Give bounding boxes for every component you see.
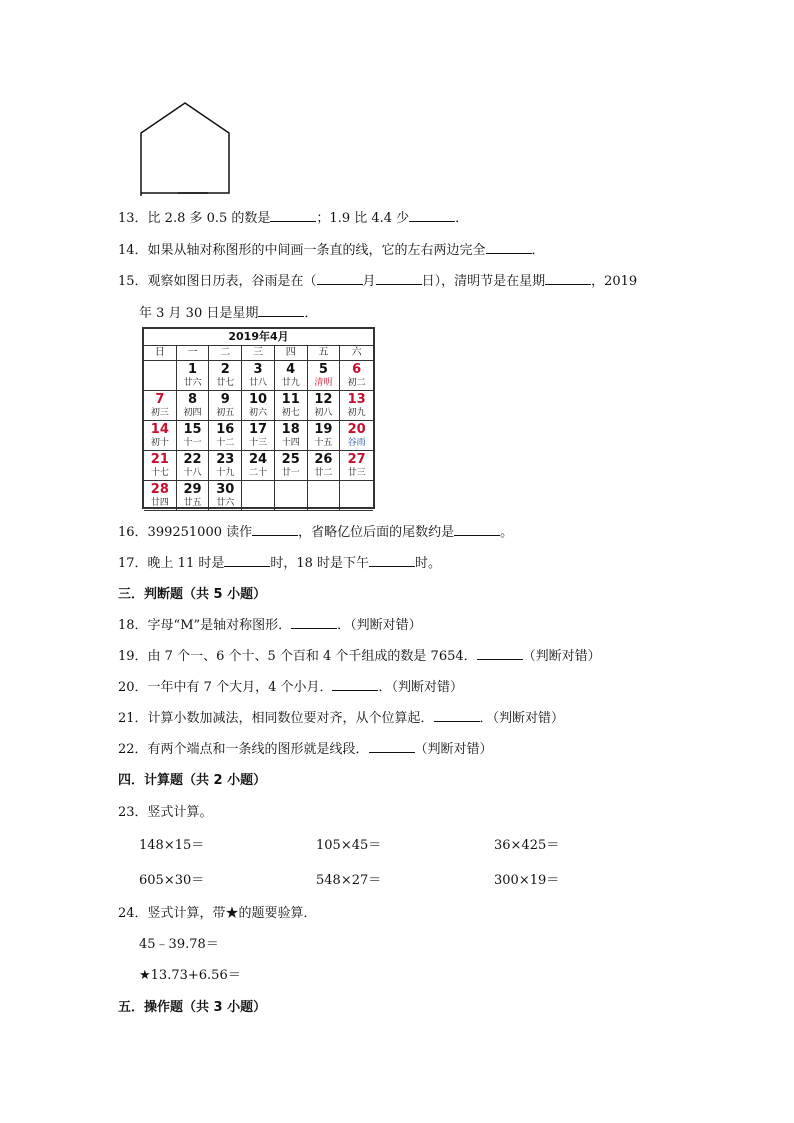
question-13: 13．比 2.8 多 0.5 的数是 ；1.9 比 4.4 少 ． <box>118 211 469 226</box>
calendar-day-number: 8 <box>188 392 198 407</box>
question-16: 16．399251000 读作 ，省略亿位后面的尾数约是 。 <box>118 525 514 540</box>
answer-blank[interactable] <box>291 616 337 629</box>
calendar-day-cell <box>209 481 242 511</box>
question-23-title: 23．竖式计算。 <box>118 805 213 820</box>
calc-item: 148×15＝ <box>139 838 205 853</box>
question-18: 18．字母“M”是轴对称图形． ．（判断对错） <box>118 618 422 633</box>
calendar-day-number: 23 <box>216 452 235 467</box>
calendar-weekday: 二 <box>209 346 242 361</box>
calendar-lunar-date: 十二 <box>216 438 235 448</box>
calendar-day-number: 25 <box>281 452 300 467</box>
calendar-day-cell <box>144 391 177 421</box>
calendar-day-cell <box>275 421 308 451</box>
calc-item: 605×30＝ <box>139 873 205 888</box>
calendar-day-cell <box>144 421 177 451</box>
calendar-lunar-date: 初八 <box>314 408 333 418</box>
calendar-weekday: 五 <box>308 346 341 361</box>
calendar-lunar-date: 初三 <box>150 408 169 418</box>
calendar-day-number: 16 <box>216 422 235 437</box>
answer-blank[interactable] <box>434 709 480 722</box>
calendar-lunar-date: 十五 <box>314 438 333 448</box>
calendar-lunar-date: 廿四 <box>150 498 169 508</box>
calendar-day-number: 21 <box>150 452 169 467</box>
calendar-day-cell <box>308 391 341 421</box>
calendar-day-number: 26 <box>314 452 333 467</box>
calendar-day-cell <box>340 451 373 481</box>
calendar-day-cell <box>340 481 373 511</box>
calendar-lunar-date: 廿五 <box>183 498 202 508</box>
calendar-day-number: 30 <box>216 482 235 497</box>
calendar-day-number: 7 <box>155 392 165 407</box>
calc-item: 45﹣39.78＝ <box>139 937 219 952</box>
calendar-april-2019 <box>142 327 375 509</box>
calendar-day-cell <box>242 481 275 511</box>
question-20: 20．一年中有 7 个大月，4 个小月． ．（判断对错） <box>118 680 463 695</box>
calendar-lunar-date: 廿三 <box>347 468 366 478</box>
calendar-day-cell <box>308 481 341 511</box>
calendar-day-cell <box>177 421 210 451</box>
calendar-day-cell <box>144 481 177 511</box>
calendar-lunar-date: 初六 <box>248 408 267 418</box>
calendar-lunar-date: 初二 <box>347 378 366 388</box>
house-figure <box>138 100 233 198</box>
calendar-day-cell <box>177 361 210 391</box>
calendar-day-number: 15 <box>183 422 202 437</box>
calendar-day-cell <box>275 451 308 481</box>
calendar-day-cell <box>340 391 373 421</box>
calendar-lunar-date: 谷雨 <box>347 438 366 448</box>
calendar-lunar-date: 清明 <box>314 378 333 388</box>
calendar-day-cell <box>308 451 341 481</box>
calendar-day-cell <box>209 361 242 391</box>
question-19: 19．由 7 个一、6 个十、5 个百和 4 个千组成的数是 7654． （判断对错） <box>118 649 601 664</box>
calendar-day-number: 27 <box>347 452 366 467</box>
calendar-day-cell <box>144 361 177 391</box>
calc-item: 36×425＝ <box>494 838 560 853</box>
calendar-lunar-date: 十八 <box>183 468 202 478</box>
calendar-day-cell <box>275 481 308 511</box>
calendar-lunar-date: 二十 <box>248 468 267 478</box>
calendar-day-cell <box>275 361 308 391</box>
calendar-day-cell <box>242 361 275 391</box>
calendar-lunar-date: 初四 <box>183 408 202 418</box>
calendar-day-number: 20 <box>347 422 366 437</box>
calc-item: ★13.73+6.56＝ <box>139 968 241 983</box>
calendar-day-number: 5 <box>318 362 328 377</box>
calendar-day-cell <box>177 481 210 511</box>
calendar-day-number: 17 <box>248 422 268 437</box>
answer-blank[interactable] <box>258 304 304 317</box>
calendar-day-number: 4 <box>286 362 296 377</box>
calendar-day-number: 22 <box>183 452 202 467</box>
calendar-lunar-date: 廿一 <box>281 468 300 478</box>
calendar-lunar-date: 廿七 <box>216 378 235 388</box>
section-heading-operation: 五．操作题（共 3 小题） <box>118 1000 267 1015</box>
answer-blank[interactable] <box>270 209 316 222</box>
calendar-lunar-date: 十一 <box>183 438 202 448</box>
question-14: 14．如果从轴对称图形的中间画一条直的线，它的左右两边完全 ． <box>118 243 545 258</box>
calendar-day-cell <box>209 451 242 481</box>
calendar-weekday: 六 <box>340 346 373 361</box>
calendar-day-number: 10 <box>248 392 268 407</box>
calendar-lunar-date: 初七 <box>281 408 300 418</box>
answer-blank[interactable] <box>369 554 415 567</box>
question-21: 21．计算小数加减法，相同数位要对齐，从个位算起． ．（判断对错） <box>118 711 565 726</box>
calendar-day-cell <box>275 391 308 421</box>
calendar-lunar-date: 十七 <box>150 468 169 478</box>
answer-blank[interactable] <box>454 523 500 536</box>
answer-blank[interactable] <box>252 523 298 536</box>
calendar-title: 2019年4月 <box>144 329 373 346</box>
question-24-title: 24．竖式计算，带★的题要验算． <box>118 906 317 921</box>
calendar-day-number: 12 <box>314 392 333 407</box>
calendar-day-number: 1 <box>188 362 198 377</box>
calendar-day-number: 6 <box>352 362 362 377</box>
question-15: 15．观察如图日历表，谷雨是在（ 月 日），清明节是在星期 ，2019 <box>118 274 638 289</box>
calendar-lunar-date: 廿八 <box>248 378 267 388</box>
calendar-day-number: 29 <box>183 482 202 497</box>
calendar-lunar-date: 廿六 <box>216 498 235 508</box>
calendar-day-number: 3 <box>253 362 263 377</box>
calendar-day-number: 14 <box>150 422 169 437</box>
calendar-day-cell <box>340 361 373 391</box>
answer-blank[interactable] <box>224 554 270 567</box>
calendar-day-cell <box>177 391 210 421</box>
calendar-day-cell <box>177 451 210 481</box>
calc-item: 105×45＝ <box>316 838 382 853</box>
calendar-day-number: 13 <box>347 392 366 407</box>
calendar-day-number: 11 <box>281 392 300 407</box>
calendar-lunar-date: 廿六 <box>183 378 202 388</box>
calendar-day-cell <box>242 421 275 451</box>
calendar-day-number: 2 <box>220 362 230 377</box>
calendar-weekday: 一 <box>177 346 210 361</box>
calendar-day-cell <box>209 391 242 421</box>
calendar-lunar-date: 十九 <box>216 468 235 478</box>
calendar-day-cell <box>242 391 275 421</box>
calendar-weekday: 四 <box>275 346 308 361</box>
calendar-weekday-row <box>144 346 373 361</box>
calendar-days <box>144 361 373 511</box>
calendar-lunar-date: 廿九 <box>281 378 300 388</box>
calendar-day-number: 24 <box>248 452 268 467</box>
calendar-day-cell <box>209 421 242 451</box>
answer-blank[interactable] <box>376 272 422 285</box>
question-22: 22．有两个端点和一条线的图形就是线段． （判断对错） <box>118 742 493 757</box>
answer-blank[interactable] <box>545 272 591 285</box>
answer-blank[interactable] <box>317 272 363 285</box>
calendar-day-cell <box>242 451 275 481</box>
calendar-day-cell <box>308 361 341 391</box>
answer-blank[interactable] <box>369 740 415 753</box>
section-heading-judgement: 三．判断题（共 5 小题） <box>118 587 267 602</box>
calendar-lunar-date: 初五 <box>216 408 235 418</box>
calendar-lunar-date: 初十 <box>150 438 169 448</box>
calendar-day-number: 19 <box>314 422 333 437</box>
answer-blank[interactable] <box>477 647 523 660</box>
calc-item: 300×19＝ <box>494 873 560 888</box>
question-17: 17．晚上 11 时是 时，18 时是下午 时。 <box>118 556 442 571</box>
calendar-lunar-date: 初九 <box>347 408 366 418</box>
calc-item: 548×27＝ <box>316 873 382 888</box>
answer-blank[interactable] <box>332 678 378 691</box>
calendar-weekday: 日 <box>144 346 177 361</box>
calendar-lunar-date: 十四 <box>281 438 300 448</box>
calendar-day-number: 18 <box>281 422 300 437</box>
calendar-lunar-date: 十三 <box>248 438 267 448</box>
calendar-day-cell <box>308 421 341 451</box>
section-heading-calculation: 四．计算题（共 2 小题） <box>118 773 267 788</box>
calendar-day-cell <box>340 421 373 451</box>
calendar-lunar-date: 廿二 <box>314 468 333 478</box>
calendar-day-number: 28 <box>150 482 169 497</box>
answer-blank[interactable] <box>486 241 532 254</box>
calendar-weekday: 三 <box>242 346 275 361</box>
question-15-cont: 年 3 月 30 日是星期 ． <box>139 306 318 321</box>
answer-blank[interactable] <box>409 209 455 222</box>
calendar-day-cell <box>144 451 177 481</box>
calendar-day-number: 9 <box>220 392 230 407</box>
